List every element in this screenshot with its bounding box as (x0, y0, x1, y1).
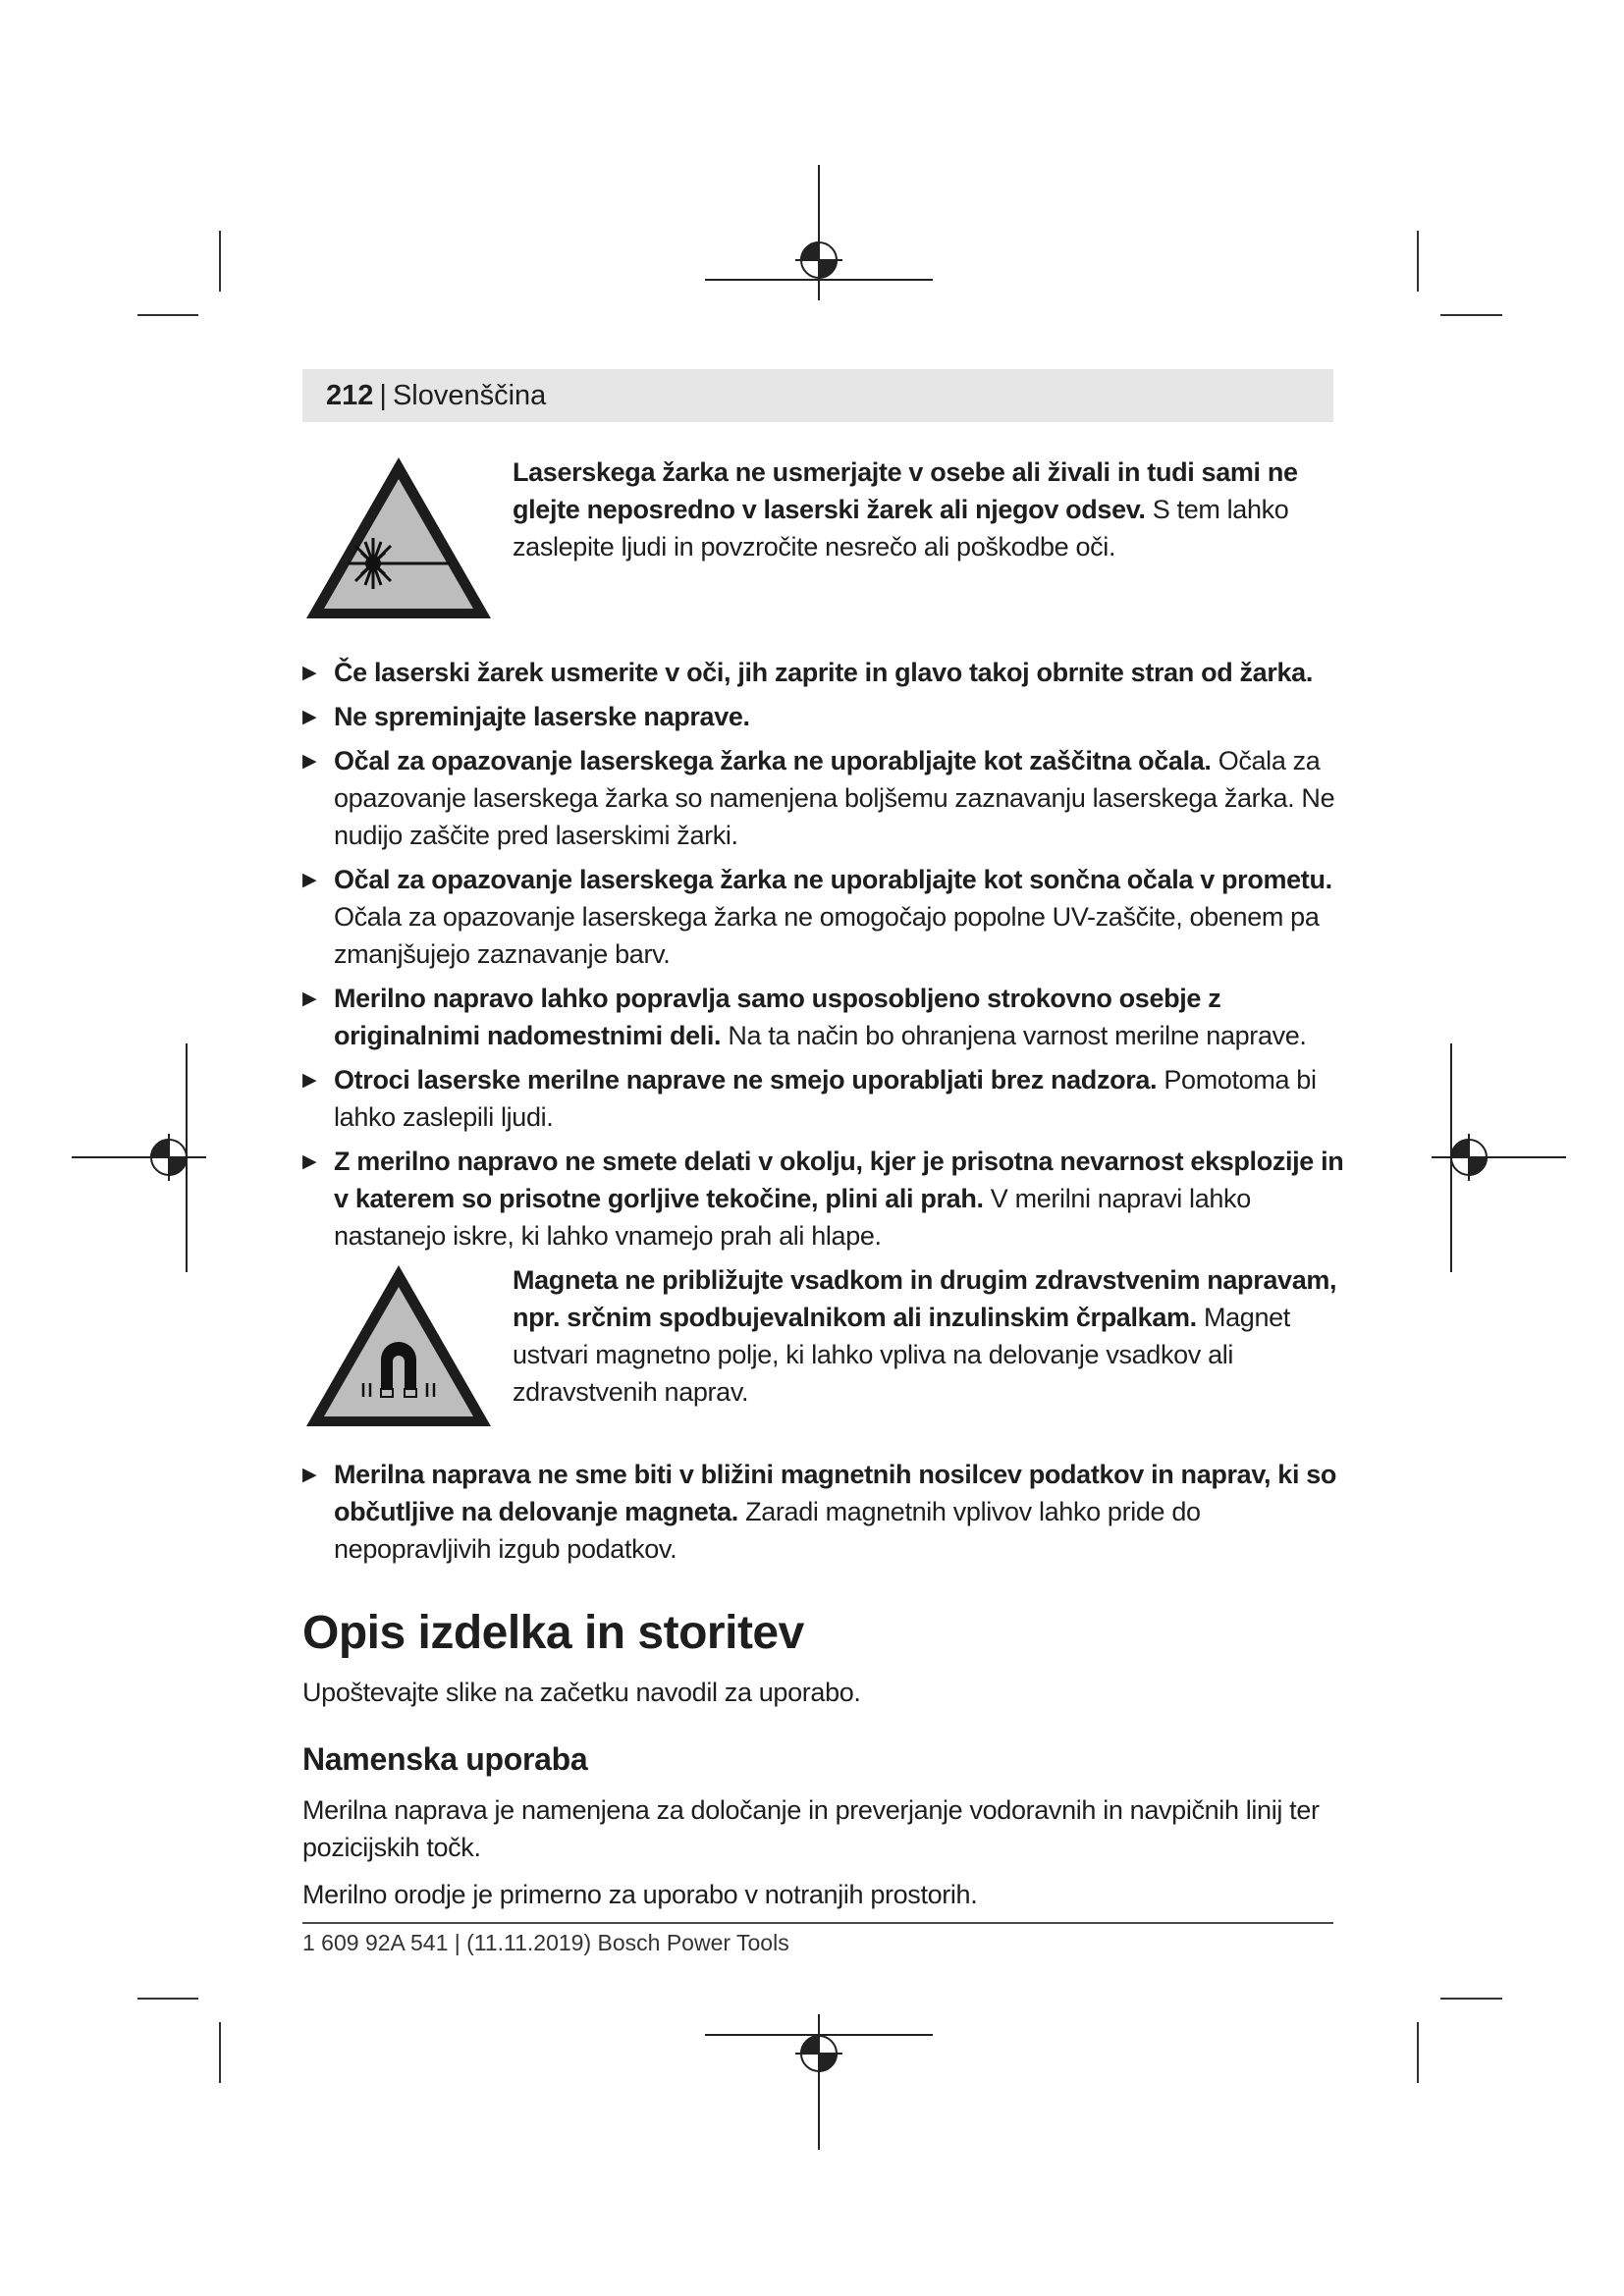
bullet-bold: Očal za opazovanje laserskega žarka ne uporabljajte kot sončna očala v prometu. (334, 865, 1332, 894)
bullet-bold: Očal za opazovanje laserskega žarka ne uporabljajte kot zaščitna očala. (334, 746, 1212, 775)
laser-warning-icon (302, 454, 513, 632)
bullet-text: Zaradi magnetnih vplivov lahko pride do nepopravljivih izgub podatkov. (334, 1497, 1201, 1564)
bullet-text: Očala za opazovanje laserskega žarka so namenjena boljšemu zaznavanju laserskega žarka. Ne nudijo zaščite pred laserskimi žarki. (334, 746, 1335, 850)
bullet-list-safety (302, 654, 1345, 1255)
list-item (302, 1456, 1345, 1568)
magnet-warning-block (302, 1261, 1345, 1440)
magnet-warning-icon (302, 1261, 513, 1440)
registration-target-right (1432, 1043, 1566, 1272)
registration-target-left (72, 1043, 206, 1272)
bullet-bold: Otroci laserske merilne naprave ne smejo uporabljati brez nadzora. (334, 1065, 1158, 1095)
section-title: Opis izdelka in storitev (302, 1607, 804, 1659)
section-intro: Upoštevajte slike na začetku navodil za uporabo. (302, 1678, 861, 1707)
bullet-bold: Z merilno napravo ne smete delati v okolju, kjer je prisotna nevarnost eksplozije in v katerem so prisotne gorljive tekočine, plini ali prah. (334, 1147, 1344, 1213)
list-item (302, 1061, 1345, 1136)
page-footer (302, 1922, 1333, 1956)
footer-text: 1 609 92A 541 | (11.11.2019) Bosch Power Tools (302, 1930, 789, 1955)
bullet-bold: Merilna naprava ne sme biti v bližini magnetnih nosilcev podatkov in naprav, ki so občutljive na delovanje magneta. (334, 1460, 1337, 1526)
header-separator: | (379, 379, 387, 411)
registration-target-top (705, 165, 933, 300)
bullet-text: Pomotoma bi lahko zaslepili ljudi. (334, 1065, 1317, 1132)
magnet-warning-paragraph (513, 1261, 1345, 1411)
bullet-text: Očala za opazovanje laserskega žarka ne omogočajo popolne UV-zaščite, obenem pa zmanjšujejo zaznavanje barv. (334, 902, 1320, 969)
list-item (302, 980, 1345, 1054)
bullet-text: Na ta način bo ohranjena varnost merilne naprave. (728, 1021, 1307, 1050)
main-content (302, 454, 1345, 1923)
laser-warning-bold: Laserskega žarka ne usmerjajte v osebe ali živali in tudi sami ne glejte neposredno v laserski žarek ali njegov odsev. (513, 457, 1298, 524)
list-item (302, 698, 1345, 735)
laser-warning-paragraph (513, 454, 1345, 565)
magnet-warning-text: Magnet ustvari magnetno polje, ki lahko vpliva na delovanje vsadkov ali zdravstvenih naprav. (513, 1303, 1290, 1407)
bullet-bold: Če laserski žarek usmerite v oči, jih zaprite in glavo takoj obrnite stran od žarka. (334, 658, 1313, 687)
list-item (302, 1143, 1345, 1255)
registration-target-bottom (705, 2014, 933, 2150)
list-item (302, 654, 1345, 691)
page-header (302, 369, 1333, 422)
laser-warning-text: S tem lahko zaslepite ljudi in povzročite nesrečo ali poškodbe oči. (513, 495, 1289, 561)
bullet-list-magnet (302, 1456, 1345, 1568)
paragraph: Merilna naprava je namenjena za določanje in preverjanje vodoravnih in navpičnih linij ter pozicijskih točk. (302, 1795, 1320, 1862)
list-item (302, 861, 1345, 973)
subsection-title: Namenska uporaba (302, 1741, 588, 1777)
bullet-bold: Merilno napravo lahko popravlja samo usposobljeno strokovno osebje z originalnimi nadomestnimi deli. (334, 984, 1221, 1050)
bullet-text: V merilni napravi lahko nastanejo iskre, ki lahko vnamejo prah ali hlape. (334, 1184, 1251, 1251)
paragraph: Merilno orodje je primerno za uporabo v notranjih prostorih. (302, 1880, 978, 1909)
header-language: Slovenščina (392, 379, 547, 411)
laser-warning-block (302, 454, 1345, 632)
list-item (302, 742, 1345, 854)
magnet-warning-bold: Magneta ne približujte vsadkom in drugim zdravstvenim napravam, npr. srčnim spodbujevalnikom ali inzulinskim črpalkam. (513, 1265, 1337, 1332)
bullet-bold: Ne spreminjajte laserske naprave. (334, 702, 750, 731)
page-number: 212 (326, 379, 374, 411)
